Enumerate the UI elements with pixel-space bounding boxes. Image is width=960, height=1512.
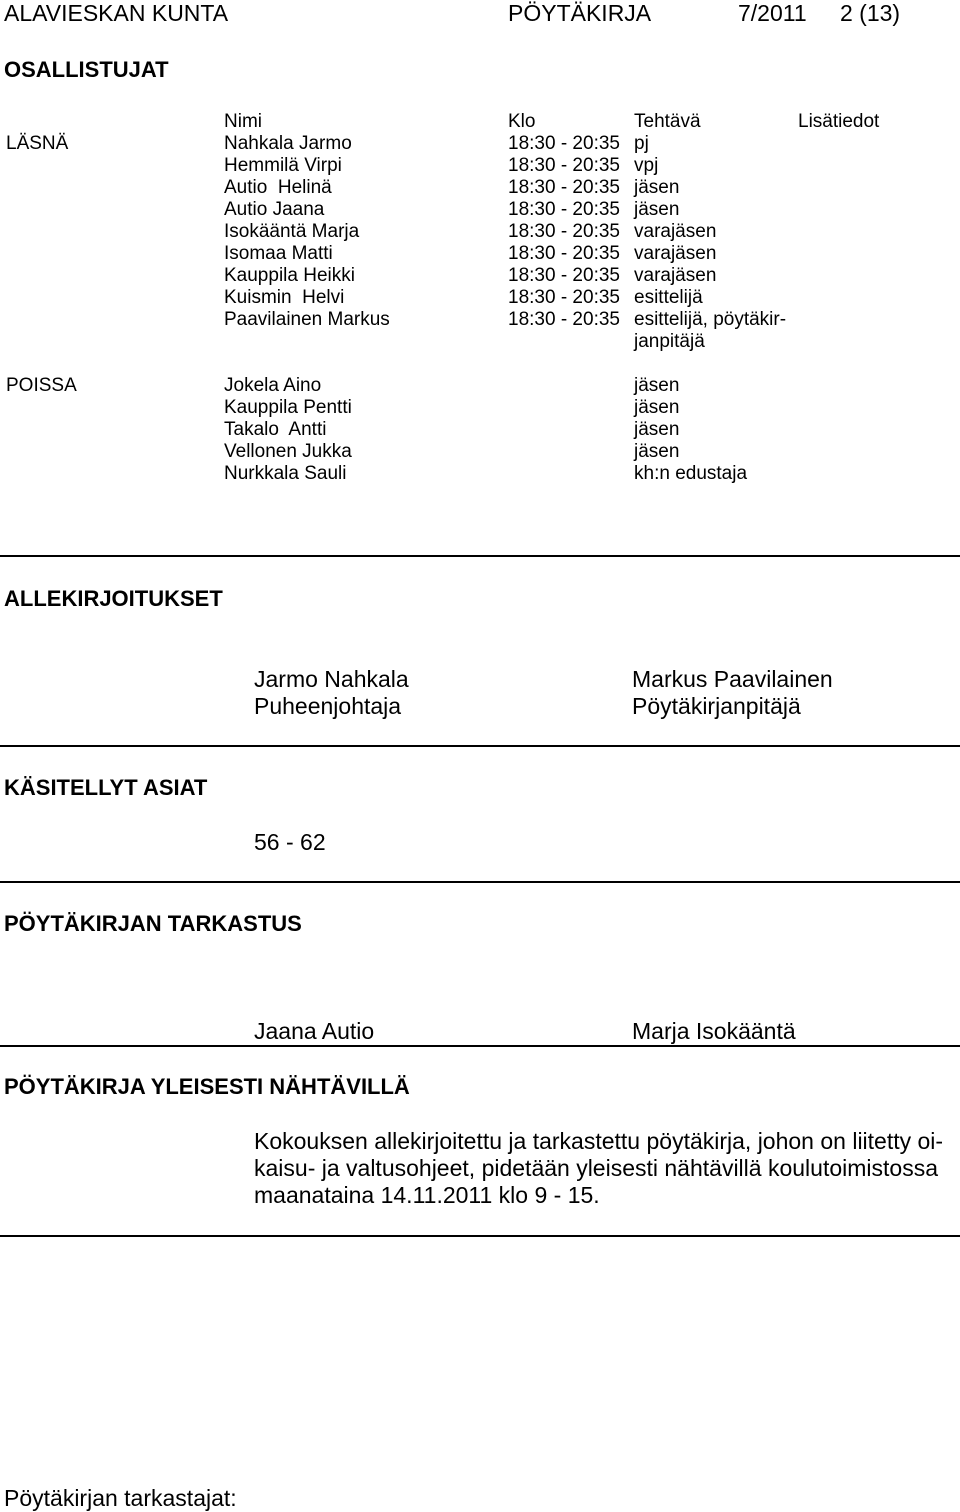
column-header-time: Klo (508, 111, 536, 132)
table-row (0, 397, 960, 419)
participant-name: Kuismin Helvi (224, 287, 345, 308)
column-header-notes: Lisätiedot (798, 111, 880, 132)
participant-time: 18:30 - 20:35 (508, 309, 620, 330)
organization-name: ALAVIESKAN KUNTA (4, 0, 229, 26)
participant-name: Hemmilä Virpi (224, 155, 342, 176)
items-heading: KÄSITELLYT ASIAT (4, 775, 208, 800)
document-number: 7/2011 (738, 0, 807, 26)
participant-time: 18:30 - 20:35 (508, 243, 620, 264)
participant-role: jäsen (634, 397, 680, 418)
table-row (0, 199, 960, 221)
participant-name: Kauppila Heikki (224, 265, 355, 286)
table-row (0, 309, 960, 331)
participant-role: jäsen (634, 441, 680, 462)
reviewer-name: Jaana Autio (254, 1018, 375, 1044)
participant-name: Paavilainen Markus (224, 309, 390, 330)
chair-title: Puheenjohtaja (254, 693, 402, 719)
column-header-role: Tehtävä (634, 111, 701, 132)
participant-role: varajäsen (634, 265, 717, 286)
table-row (0, 287, 960, 309)
participant-time: 18:30 - 20:35 (508, 177, 620, 198)
participant-role: esittelijä (634, 287, 703, 308)
table-row (0, 419, 960, 441)
section-divider (0, 1235, 960, 1237)
reviewer-name: Marja Isokääntä (632, 1018, 796, 1044)
paragraph-line: maanataina 14.11.2011 klo 9 - 15. (254, 1182, 600, 1208)
column-header-name: Nimi (224, 111, 262, 132)
participant-time: 18:30 - 20:35 (508, 265, 620, 286)
secretary-title: Pöytäkirjanpitäjä (632, 693, 801, 719)
paragraph-line: Kokouksen allekirjoitettu ja tarkastettu pöytäkirja, johon on liitetty oi- (254, 1128, 944, 1154)
table-row (0, 265, 960, 287)
participant-name: Jokela Aino (224, 375, 322, 396)
chair-name: Jarmo Nahkala (254, 666, 409, 692)
participant-role: varajäsen (634, 221, 717, 242)
public-display-heading: PÖYTÄKIRJA YLEISESTI NÄHTÄVILLÄ (4, 1074, 410, 1099)
participant-role: pj (634, 133, 649, 154)
document-type: PÖYTÄKIRJA (508, 0, 652, 26)
participant-role: jäsen (634, 375, 680, 396)
table-row (0, 463, 960, 485)
signatures-heading: ALLEKIRJOITUKSET (4, 586, 223, 611)
page-number: 2 (13) (840, 0, 901, 26)
table-row-continuation (0, 331, 960, 353)
present-label: LÄSNÄ (6, 133, 69, 154)
participant-role-continuation: janpitäjä (634, 331, 705, 352)
participant-role: jäsen (634, 419, 680, 440)
secretary-name: Markus Paavilainen (632, 666, 833, 692)
reviewers-footer-label: Pöytäkirjan tarkastajat: (4, 1485, 237, 1511)
table-row (0, 243, 960, 265)
participant-role: jäsen (634, 177, 680, 198)
participant-name: Takalo Antti (224, 419, 327, 440)
review-heading: PÖYTÄKIRJAN TARKASTUS (4, 911, 302, 936)
section-divider (0, 1045, 960, 1047)
table-row (0, 375, 960, 397)
participants-heading: OSALLISTUJAT (4, 57, 169, 82)
participant-time: 18:30 - 20:35 (508, 287, 620, 308)
participant-role: kh:n edustaja (634, 463, 748, 484)
participant-name: Isokääntä Marja (224, 221, 360, 242)
participant-name: Autio Helinä (224, 177, 332, 198)
participant-name: Kauppila Pentti (224, 397, 352, 418)
participant-time: 18:30 - 20:35 (508, 133, 620, 154)
paragraph-line: kaisu- ja valtusohjeet, pidetään yleisesti nähtävillä koulutoimistossa (254, 1155, 938, 1181)
participant-time: 18:30 - 20:35 (508, 221, 620, 242)
participant-name: Isomaa Matti (224, 243, 333, 264)
participant-role: esittelijä, pöytäkir- (634, 309, 787, 330)
table-row (0, 441, 960, 463)
participant-name: Vellonen Jukka (224, 441, 352, 462)
participant-name: Nurkkala Sauli (224, 463, 347, 484)
section-divider (0, 745, 960, 747)
table-row (0, 221, 960, 243)
absent-label: POISSA (6, 375, 77, 396)
participant-name: Autio Jaana (224, 199, 325, 220)
table-row (0, 177, 960, 199)
section-divider (0, 881, 960, 883)
table-row (0, 155, 960, 177)
participant-time: 18:30 - 20:35 (508, 155, 620, 176)
items-range: 56 - 62 (254, 829, 326, 855)
participant-role: jäsen (634, 199, 680, 220)
section-divider (0, 555, 960, 557)
participant-time: 18:30 - 20:35 (508, 199, 620, 220)
participant-role: varajäsen (634, 243, 717, 264)
table-row (0, 133, 960, 155)
table-header-row (0, 111, 960, 133)
participant-role: vpj (634, 155, 659, 176)
participant-name: Nahkala Jarmo (224, 133, 352, 154)
